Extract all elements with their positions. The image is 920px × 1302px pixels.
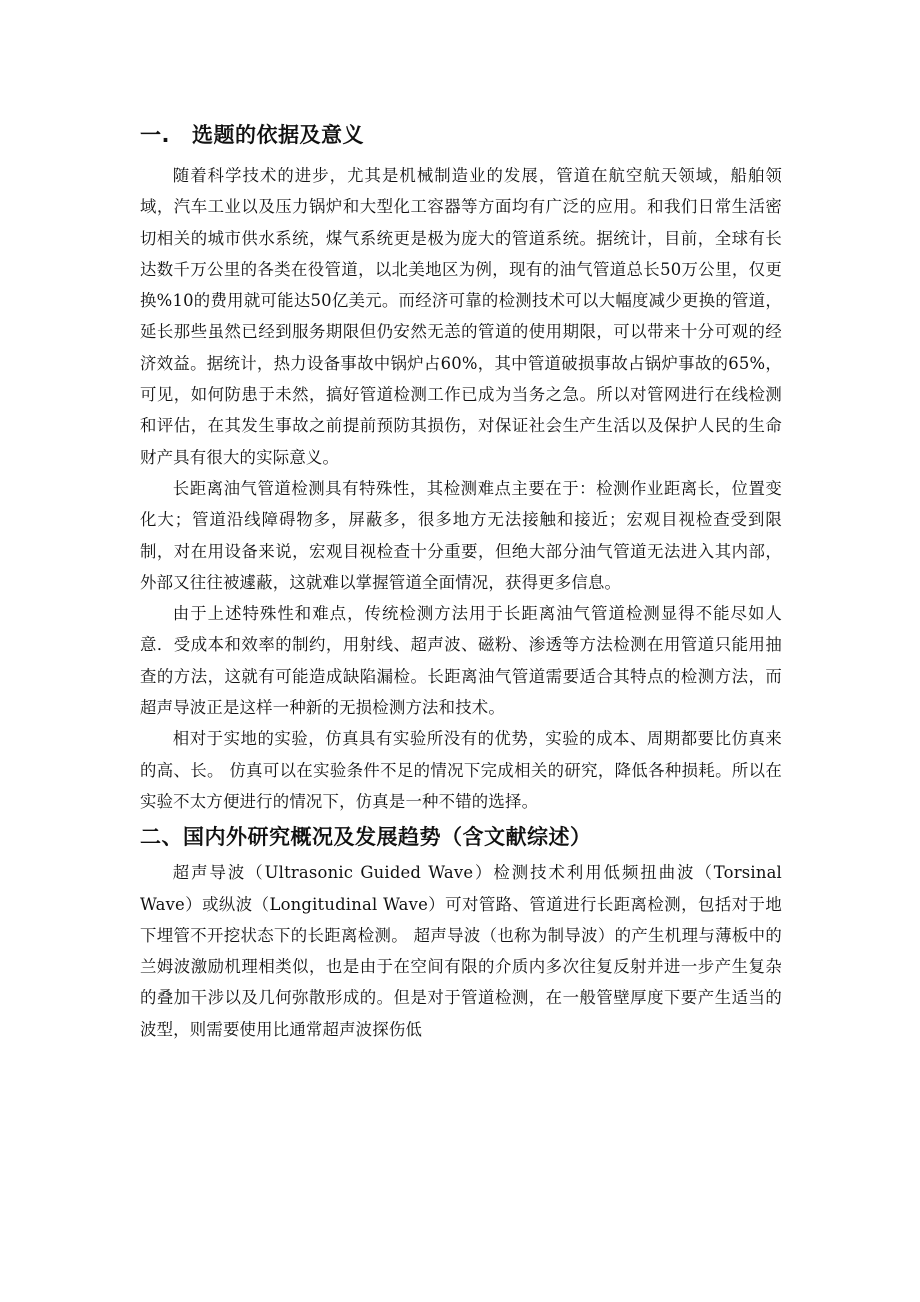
section-1-number: 一. xyxy=(140,123,170,147)
document-page xyxy=(140,112,782,1045)
section-1-paragraph-4: 相对于实地的实验，仿真具有实验所没有的优势，实验的成本、周期都要比仿真来的高、长。 仿真可以在实验条件不足的情况下完成相关的研究，降低各种损耗。所以在实验不太方便进行的情况下，仿真是一种不错的选择。 xyxy=(140,729,782,811)
section-1-paragraph-2: 长距离油气管道检测具有特殊性，其检测难点主要在于：检测作业距离长，位置变化大；管道沿线障碍物多，屏蔽多，很多地方无法接触和接近；宏观目视检查受到限制，对在用设备来说，宏观目视检查十分重要，但绝大部分油气管道无法进入其内部，外部又往往被遽蔽，这就难以掌握管道全面情况，获得更多信息。 xyxy=(140,478,782,592)
section-2-heading: 二、国内外研究概况及发展趋势（含文献综述） xyxy=(140,825,592,850)
section-1-heading xyxy=(140,112,782,158)
section-1-title: 选题的依据及意义 xyxy=(192,123,364,147)
section-1-paragraph-3: 由于上述特殊性和难点，传统检测方法用于长距离油气管道检测显得不能尽如人意．受成本和效率的制约，用射线、超声波、磁粉、渗透等方法检测在用管道只能用抽查的方法，这就有可能造成缺陷漏检。长距离油气管道需要适合其特点的检测方法，而超声导波正是这样一种新的无损检测方法和技术。 xyxy=(140,604,782,718)
section-1-paragraph-1: 随着科学技术的进步，尤其是机械制造业的发展，管道在航空航天领域，船舶领域，汽车工业以及压力锅炉和大型化工容器等方面均有广泛的应用。和我们日常生活密切相关的城市供水系统，煤气系统更是极为庞大的管道系统。据统计，目前，全球有长达数千万公里的各类在役管道，以北美地区为例，现有的油气管道总长50万公里，仅更换%10的费用就可能达50亿美元。而经济可靠的检测技术可以大幅度减少更换的管道，延长那些虽然已经到服务期限但仍安然无恙的管道的使用期限，可以带来十分可观的经济效益。据统计，热力设备事故中锅炉占60%，其中管道破损事故占锅炉事故的65%，可见，如何防患于未然，搞好管道检测工作已成为当务之急。所以对管网进行在线检测和评估，在其发生事故之前提前预防其损伤，对保证社会生产生活以及保护人民的生命财产具有很大的实际意义。 xyxy=(140,166,782,467)
section-2-paragraph-1: 超声导波（Ultrasonic Guided Wave）检测技术利用低频扭曲波（Torsinal Wave）或纵波（Longitudinal Wave）可对管路、管道进行长距离检测，包括对于地下埋管不开挖状态下的长距离检测。 超声导波（也称为制导波）的产生机理与薄板中的兰姆波激励机理相类似，也是由于在空间有限的介质内多次往复反射并进一步产生复杂的叠加干涉以及几何弥散形成的。但是对于管道检测，在一般管壁厚度下要产生适当的波型，则需要使用比通常超声波探伤低 xyxy=(140,863,782,1039)
